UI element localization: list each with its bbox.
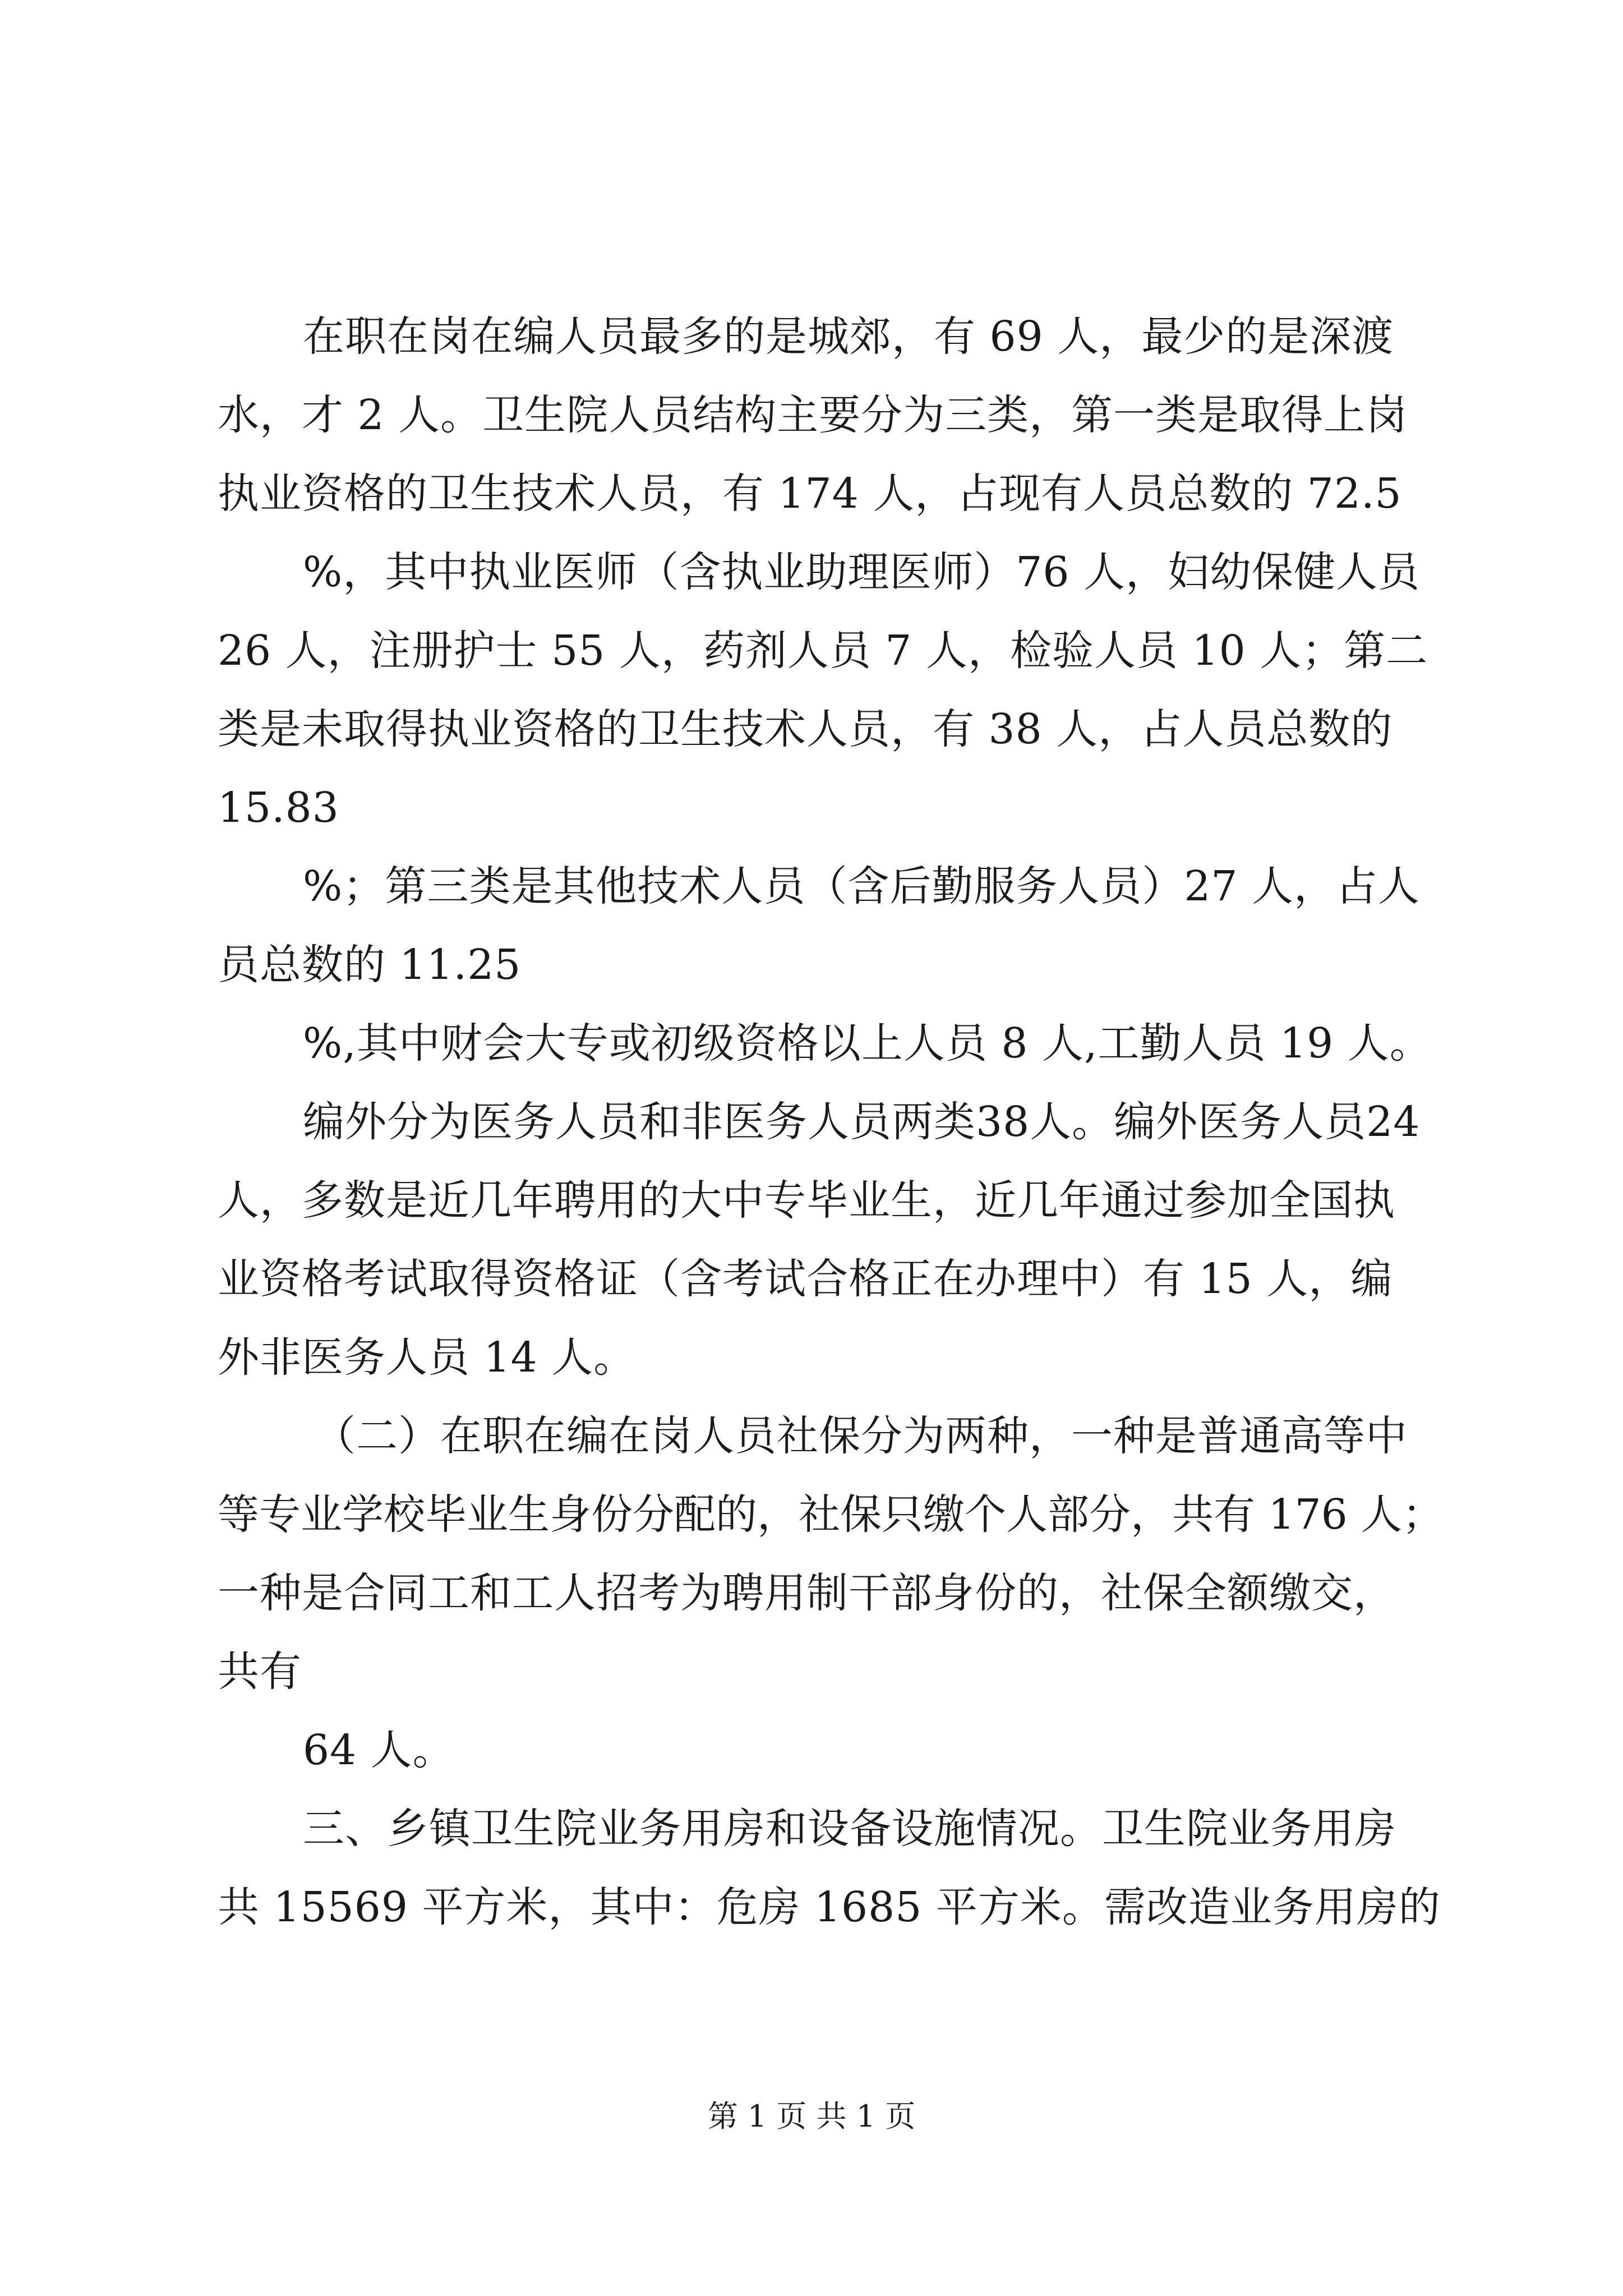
text-line-6: 类是未取得执业资格的卫生技术人员，有 38 人，占人员总数的 — [218, 705, 1393, 753]
text-line-3: 执业资格的卫生技术人员，有 174 人，占现有人员总数的 72.5 — [218, 470, 1402, 518]
text-line-2: 水，才 2 人。卫生院人员结构主要分为三类，第一类是取得上岗 — [218, 391, 1408, 439]
text-line-7: 15.83 — [218, 784, 339, 832]
text-line-9: 员总数的 11.25 — [218, 941, 522, 989]
text-line-10: %,其中财会大专或初级资格以上人员 8 人,工勤人员 19 人。 — [303, 1019, 1432, 1068]
text-line-19: 64 人。 — [303, 1726, 455, 1774]
text-line-1: 在职在岗在编人员最多的是城郊，有 69 人，最少的是深渡 — [303, 312, 1394, 361]
text-line-13: 业资格考试取得资格证（含考试合格正在办理中）有 15 人，编 — [218, 1255, 1393, 1303]
text-line-15: （二）在职在编在岗人员社保分为两种，一种是普通高等中 — [314, 1412, 1408, 1460]
text-line-17: 一种是合同工和工人招考为聘用制干部身份的，社保全额缴交， — [218, 1569, 1395, 1617]
page-footer: 第 1 页 共 1 页 — [707, 2099, 916, 2134]
text-line-18: 共有 — [218, 1648, 302, 1696]
text-line-16: 等专业学校毕业生身份分配的，社保只缴个人部分，共有 176 人； — [218, 1490, 1444, 1539]
text-line-12: 人，多数是近几年聘用的大中专毕业生，近几年通过参加全国执 — [218, 1176, 1395, 1225]
text-line-11: 编外分为医务人员和非医务人员两类38人。编外医务人员24 — [303, 1098, 1421, 1146]
text-line-20: 三、乡镇卫生院业务用房和设备设施情况。卫生院业务用房 — [303, 1805, 1396, 1853]
text-line-8: %；第三类是其他技术人员（含后勤服务人员）27 人，占人 — [303, 862, 1420, 910]
text-line-4: %，其中执业医师（含执业助理医师）76 人，妇幼保健人员 — [303, 548, 1420, 596]
text-line-21: 共 15569 平方米，其中：危房 1685 平方米。需改造业务用房的 — [218, 1883, 1441, 1931]
text-line-14: 外非医务人员 14 人。 — [218, 1333, 636, 1382]
text-line-5: 26 人，注册护士 55 人，药剂人员 7 人，检验人员 10 人；第二 — [218, 627, 1428, 675]
